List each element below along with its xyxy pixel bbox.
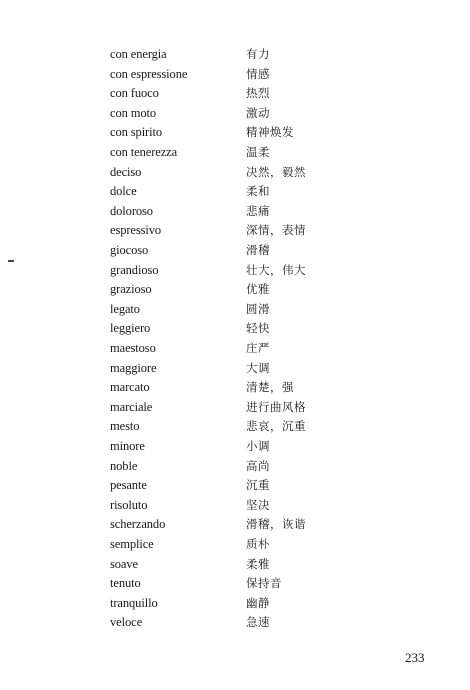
meaning-text: 庄严 xyxy=(246,341,270,355)
term-text: noble xyxy=(110,458,138,473)
glossary-entry xyxy=(0,182,470,202)
term-text: minore xyxy=(110,439,145,453)
term-text: mesto xyxy=(110,419,140,434)
meaning-text: 柔和 xyxy=(246,184,270,199)
meaning-text: 急速 xyxy=(246,615,270,630)
glossary-entry xyxy=(0,398,470,418)
glossary-entry xyxy=(0,457,470,477)
meaning-text: 滑稽，诙谐 xyxy=(246,517,306,532)
glossary-entry xyxy=(0,476,470,496)
term-text: giocoso xyxy=(110,243,149,257)
term-text: con fuoco xyxy=(110,86,159,101)
term-text: con tenerezza xyxy=(110,145,178,159)
glossary-entry xyxy=(0,221,470,241)
glossary-entry xyxy=(0,594,470,614)
glossary-entry xyxy=(0,241,470,261)
glossary-entry xyxy=(0,613,470,633)
glossary-entry xyxy=(0,123,470,143)
term-text: veloce xyxy=(110,615,143,630)
meaning-text: 圆滑 xyxy=(246,301,270,316)
meaning-text: 深情，表情 xyxy=(246,223,306,238)
meaning-text: 优雅 xyxy=(246,282,270,297)
meaning-text: 沉重 xyxy=(246,478,270,493)
meaning-text: 壮大，伟大 xyxy=(246,262,306,277)
term-text: dolce xyxy=(110,184,137,199)
meaning-text: 悲痛 xyxy=(246,203,270,218)
term-text: con energia xyxy=(110,47,167,61)
glossary-entry xyxy=(0,417,470,437)
term-text: tranquillo xyxy=(110,595,158,610)
meaning-text: 大调 xyxy=(246,360,270,375)
term-text: grazioso xyxy=(110,282,152,297)
term-text: maestoso xyxy=(110,341,156,355)
term-text: con espressione xyxy=(110,66,188,81)
term-text: maggiore xyxy=(110,360,157,375)
meaning-text: 进行曲风格 xyxy=(246,399,306,414)
glossary-entry xyxy=(0,319,470,339)
meaning-text: 保持音 xyxy=(246,576,282,591)
glossary-entry xyxy=(0,515,470,535)
glossary-entry xyxy=(0,104,470,124)
term-text: marciale xyxy=(110,399,153,414)
glossary-entry xyxy=(0,437,470,457)
meaning-text: 温柔 xyxy=(246,145,270,159)
meaning-text: 滑稽 xyxy=(246,243,270,257)
meaning-text: 有力 xyxy=(246,47,270,61)
term-text: leggiero xyxy=(110,321,151,336)
glossary-entry xyxy=(0,261,470,281)
meaning-text: 决然，毅然 xyxy=(246,164,306,179)
term-text: con spirito xyxy=(110,125,163,140)
meaning-text: 热烈 xyxy=(246,86,270,101)
meaning-text: 情感 xyxy=(246,66,270,81)
meaning-text: 悲哀，沉重 xyxy=(246,419,306,434)
glossary-entry xyxy=(0,359,470,379)
meaning-text: 轻快 xyxy=(246,321,270,336)
glossary-entry xyxy=(0,496,470,516)
page-number: 233 xyxy=(405,650,425,665)
term-text: marcato xyxy=(110,380,150,395)
meaning-text: 质朴 xyxy=(246,537,270,551)
glossary-entry xyxy=(0,378,470,398)
term-text: doloroso xyxy=(110,203,153,218)
glossary-entry xyxy=(0,163,470,183)
meaning-text: 高尚 xyxy=(246,458,270,473)
glossary-entry xyxy=(0,339,470,359)
meaning-text: 幽静 xyxy=(246,595,270,610)
glossary-entry xyxy=(0,574,470,594)
glossary-entry xyxy=(0,65,470,85)
meaning-text: 清楚，强 xyxy=(246,380,294,395)
term-text: semplice xyxy=(110,537,154,551)
glossary-entry xyxy=(0,555,470,575)
term-text: scherzando xyxy=(110,517,166,532)
glossary-entry xyxy=(0,202,470,222)
term-text: espressivo xyxy=(110,223,162,238)
term-text: legato xyxy=(110,301,140,316)
meaning-text: 小调 xyxy=(246,439,270,453)
glossary-entry xyxy=(0,535,470,555)
term-text: tenuto xyxy=(110,576,141,591)
term-text: soave xyxy=(110,556,138,571)
term-text: grandioso xyxy=(110,262,159,277)
glossary-entry xyxy=(0,280,470,300)
term-text: deciso xyxy=(110,164,142,179)
term-text: pesante xyxy=(110,478,147,493)
glossary-entry xyxy=(0,300,470,320)
meaning-text: 精神焕发 xyxy=(246,125,294,140)
glossary-entry xyxy=(0,45,470,65)
scan-speck xyxy=(8,260,14,262)
glossary-entry xyxy=(0,84,470,104)
meaning-text: 激动 xyxy=(246,105,270,120)
term-text: risoluto xyxy=(110,497,148,512)
meaning-text: 坚决 xyxy=(246,497,270,512)
glossary-entry xyxy=(0,143,470,163)
term-text: con moto xyxy=(110,105,157,120)
meaning-text: 柔雅 xyxy=(246,556,270,571)
